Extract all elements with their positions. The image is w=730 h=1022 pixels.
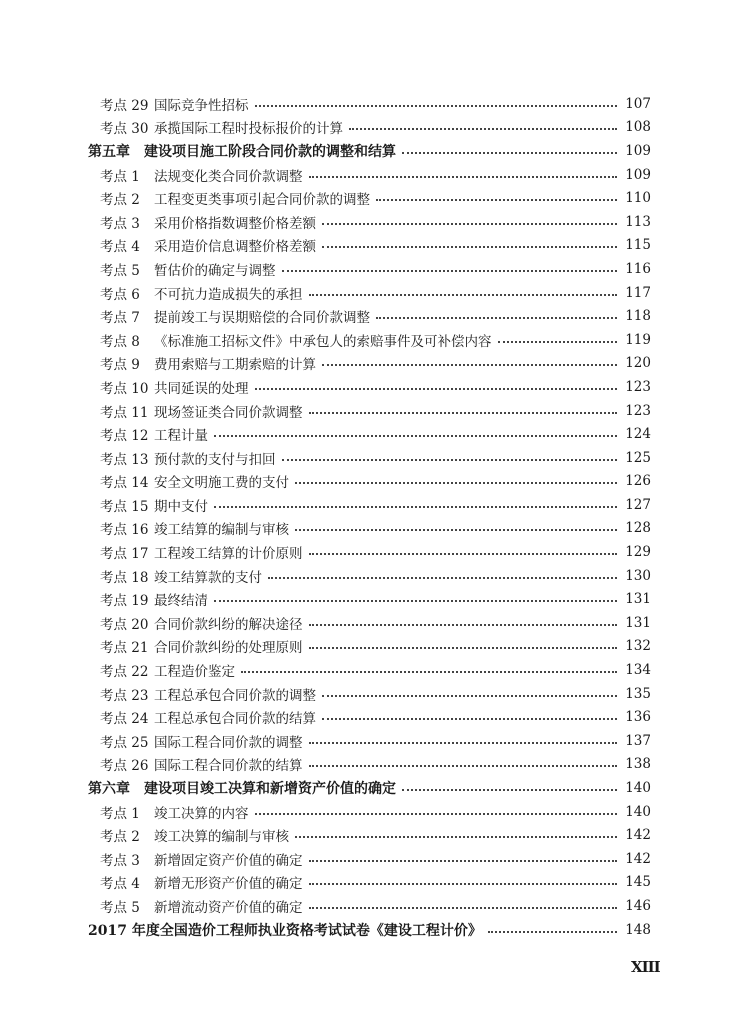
toc-entry-number: 考点 6 — [100, 286, 140, 303]
toc-page-number: 130 — [625, 567, 651, 584]
toc-section-row — [0, 894, 730, 918]
toc-entry-number: 考点 22 — [100, 664, 149, 681]
toc-section-row — [0, 163, 730, 187]
toc-section-row — [0, 823, 730, 847]
dot-leader — [309, 412, 618, 414]
toc-section-row — [0, 257, 730, 281]
toc-page-number: 124 — [625, 426, 651, 443]
toc-section-row — [0, 399, 730, 423]
toc-entry-number: 考点 2 — [100, 829, 140, 846]
toc-page-number: 132 — [625, 638, 651, 655]
dot-leader — [214, 506, 617, 508]
dot-leader — [255, 388, 618, 390]
toc-page-number: 118 — [625, 308, 651, 325]
toc-page-number: 142 — [625, 827, 651, 844]
dot-leader — [268, 577, 617, 579]
dot-leader — [295, 529, 617, 531]
toc-entry-number: 考点 29 — [100, 97, 149, 114]
toc-section-row — [0, 446, 730, 470]
toc-entry-title: 现场签证类合同价款调整 — [154, 404, 303, 421]
toc-entry-title: 工程竣工结算的计价原则 — [154, 546, 303, 563]
toc-section-row — [0, 540, 730, 564]
toc-entry-title: 采用价格指数调整价格差额 — [154, 215, 316, 232]
toc-entry-title: 竣工决算的编制与审核 — [154, 829, 289, 846]
toc-entry-title: 竣工结算款的支付 — [154, 569, 262, 586]
page-number: XIII — [631, 958, 660, 976]
dot-leader — [322, 718, 617, 720]
toc-entry-title: 承揽国际工程时投标报价的计算 — [154, 121, 343, 138]
toc-page-number: 125 — [625, 449, 651, 466]
toc-section-row — [0, 729, 730, 753]
toc-page-number: 108 — [625, 119, 651, 136]
dot-leader — [309, 624, 618, 626]
toc-page-number: 107 — [625, 95, 651, 112]
toc-entry-number: 考点 12 — [100, 428, 149, 445]
toc-entry-number: 考点 17 — [100, 546, 149, 563]
toc-section-row — [0, 658, 730, 682]
toc-entry-title: 2017 年度全国造价工程师执业资格考试试卷《建设工程计价》 — [88, 922, 482, 939]
toc-page-number: 120 — [625, 355, 651, 372]
dot-leader — [322, 695, 617, 697]
toc-entry-number: 考点 10 — [100, 380, 149, 397]
toc-entry-number: 考点 20 — [100, 616, 149, 633]
toc-section-row — [0, 611, 730, 635]
dot-leader — [309, 294, 618, 296]
toc-entry-number: 考点 8 — [100, 333, 140, 350]
toc-entry-title: 期中支付 — [154, 498, 208, 515]
toc-entry-title: 竣工结算的编制与审核 — [154, 522, 289, 539]
dot-leader — [322, 364, 617, 366]
toc-section-row — [0, 871, 730, 895]
toc-chapter-row — [0, 776, 730, 800]
dot-leader — [255, 105, 618, 107]
toc-entry-title: 工程变更类事项引起合同价款的调整 — [154, 192, 370, 209]
toc-page-number: 134 — [625, 662, 651, 679]
dot-leader — [349, 128, 617, 130]
toc-entry-title: 建设项目施工阶段合同价款的调整和结算 — [144, 143, 396, 160]
toc-entry-title: 工程造价鉴定 — [154, 664, 235, 681]
toc-page-number: 128 — [625, 520, 651, 537]
toc-entry-number: 考点 16 — [100, 522, 149, 539]
toc-entry-title: 竣工决算的内容 — [154, 805, 249, 822]
toc-entry-title: 预付款的支付与扣回 — [154, 451, 276, 468]
toc-entry-title: 共同延误的处理 — [154, 380, 249, 397]
toc-entry-number: 考点 13 — [100, 451, 149, 468]
toc-entry-number: 考点 5 — [100, 262, 140, 279]
toc-page-number: 146 — [625, 897, 651, 914]
dot-leader — [309, 742, 618, 744]
toc-page-number: 109 — [625, 166, 651, 183]
toc-section-row — [0, 186, 730, 210]
toc-entry-number: 考点 4 — [100, 876, 140, 893]
toc-page-number: 127 — [625, 496, 651, 513]
toc-section-row — [0, 304, 730, 328]
toc-entry-number: 考点 4 — [100, 239, 140, 256]
toc-page-number: 115 — [625, 237, 651, 254]
toc-page-number: 145 — [625, 874, 651, 891]
toc-page-number: 123 — [625, 378, 651, 395]
toc-section-row — [0, 422, 730, 446]
toc-entry-title: 法规变化类合同价款调整 — [154, 168, 303, 185]
toc-section-row — [0, 847, 730, 871]
toc-entry-title: 《标准施工招标文件》中承包人的索赔事件及可补偿内容 — [154, 333, 492, 350]
dot-leader — [498, 341, 618, 343]
toc-page-number: 116 — [625, 260, 651, 277]
toc-page-number: 140 — [625, 803, 651, 820]
toc-page-number: 131 — [625, 614, 651, 631]
toc-section-row — [0, 517, 730, 541]
dot-leader — [309, 553, 618, 555]
toc-entry-number: 第五章 — [88, 143, 130, 160]
toc-entry-number: 考点 5 — [100, 899, 140, 916]
toc-entry-number: 考点 14 — [100, 475, 149, 492]
dot-leader — [322, 246, 617, 248]
toc-page-number: 119 — [625, 331, 651, 348]
dot-leader — [214, 435, 617, 437]
toc-entry-title: 最终结清 — [154, 593, 208, 610]
dot-leader — [402, 789, 617, 791]
dot-leader — [309, 647, 618, 649]
toc-page-number: 126 — [625, 473, 651, 490]
dot-leader — [322, 223, 617, 225]
dot-leader — [402, 152, 617, 154]
toc-section-row — [0, 352, 730, 376]
toc-entry-number: 考点 19 — [100, 593, 149, 610]
toc-page-number: 129 — [625, 544, 651, 561]
dot-leader — [376, 199, 617, 201]
toc-section-row — [0, 470, 730, 494]
toc-entry-number: 考点 15 — [100, 498, 149, 515]
toc-entry-number: 考点 24 — [100, 711, 149, 728]
toc-page-number: 110 — [625, 190, 651, 207]
toc-page-number: 138 — [625, 756, 651, 773]
table-of-contents — [0, 92, 730, 941]
toc-entry-title: 不可抗力造成损失的承担 — [154, 286, 303, 303]
toc-entry-title: 暂估价的确定与调整 — [154, 262, 276, 279]
toc-section-row — [0, 564, 730, 588]
toc-page-number: 117 — [625, 284, 651, 301]
toc-page-number: 113 — [625, 213, 651, 230]
toc-entry-title: 合同价款纠纷的处理原则 — [154, 640, 303, 657]
dot-leader — [309, 765, 618, 767]
toc-section-row — [0, 587, 730, 611]
toc-page-number: 135 — [625, 685, 651, 702]
toc-entry-number: 考点 26 — [100, 758, 149, 775]
dot-leader — [214, 600, 617, 602]
dot-leader — [295, 836, 617, 838]
toc-entry-number: 考点 25 — [100, 734, 149, 751]
dot-leader — [282, 270, 618, 272]
dot-leader — [255, 813, 618, 815]
toc-entry-title: 费用索赔与工期索赔的计算 — [154, 357, 316, 374]
dot-leader — [295, 482, 617, 484]
toc-entry-number: 考点 3 — [100, 852, 140, 869]
dot-leader — [282, 459, 618, 461]
toc-section-row — [0, 328, 730, 352]
dot-leader — [309, 907, 618, 909]
toc-entry-title: 采用造价信息调整价格差额 — [154, 239, 316, 256]
toc-entry-number: 考点 23 — [100, 687, 149, 704]
toc-entry-number: 考点 7 — [100, 310, 140, 327]
toc-page-number: 142 — [625, 850, 651, 867]
toc-entry-number: 考点 18 — [100, 569, 149, 586]
toc-section-row — [0, 753, 730, 777]
dot-leader — [309, 860, 618, 862]
toc-entry-number: 考点 21 — [100, 640, 149, 657]
dot-leader — [309, 883, 618, 885]
toc-page-number: 123 — [625, 402, 651, 419]
dot-leader — [488, 931, 617, 933]
toc-chapter-row — [0, 139, 730, 163]
toc-entry-title: 国际工程合同价款的结算 — [154, 758, 303, 775]
toc-section-row — [0, 705, 730, 729]
toc-section-row — [0, 116, 730, 140]
toc-page-number: 109 — [625, 142, 651, 159]
toc-page-number: 137 — [625, 732, 651, 749]
dot-leader — [241, 671, 617, 673]
toc-section-row — [0, 800, 730, 824]
toc-page-number: 148 — [625, 921, 651, 938]
toc-entry-title: 新增无形资产价值的确定 — [154, 876, 303, 893]
toc-entry-title: 工程总承包合同价款的调整 — [154, 687, 316, 704]
toc-section-row — [0, 281, 730, 305]
toc-section-row — [0, 682, 730, 706]
toc-entry-title: 国际竞争性招标 — [154, 97, 249, 114]
toc-entry-number: 考点 2 — [100, 192, 140, 209]
toc-page-number: 131 — [625, 591, 651, 608]
toc-section-row — [0, 493, 730, 517]
toc-page-number: 136 — [625, 709, 651, 726]
toc-entry-title: 建设项目竣工决算和新增资产价值的确定 — [144, 781, 396, 798]
toc-section-row — [0, 210, 730, 234]
toc-section-row — [0, 92, 730, 116]
toc-entry-title: 新增固定资产价值的确定 — [154, 852, 303, 869]
toc-entry-title: 工程计量 — [154, 428, 208, 445]
toc-entry-number: 考点 30 — [100, 121, 149, 138]
toc-entry-title: 提前竣工与误期赔偿的合同价款调整 — [154, 310, 370, 327]
toc-section-row — [0, 635, 730, 659]
toc-entry-number: 考点 1 — [100, 168, 140, 185]
toc-entry-number: 考点 9 — [100, 357, 140, 374]
toc-entry-number: 考点 1 — [100, 805, 140, 822]
toc-entry-number: 考点 3 — [100, 215, 140, 232]
toc-entry-title: 工程总承包合同价款的结算 — [154, 711, 316, 728]
toc-entry-title: 安全文明施工费的支付 — [154, 475, 289, 492]
dot-leader — [309, 176, 618, 178]
toc-entry-title: 新增流动资产价值的确定 — [154, 899, 303, 916]
toc-page-number: 140 — [625, 780, 651, 797]
toc-exam-row — [0, 918, 730, 942]
toc-entry-title: 国际工程合同价款的调整 — [154, 734, 303, 751]
toc-entry-number: 考点 11 — [100, 404, 149, 421]
toc-section-row — [0, 234, 730, 258]
toc-entry-number: 第六章 — [88, 781, 130, 798]
toc-section-row — [0, 375, 730, 399]
dot-leader — [376, 317, 617, 319]
toc-entry-title: 合同价款纠纷的解决途径 — [154, 616, 303, 633]
